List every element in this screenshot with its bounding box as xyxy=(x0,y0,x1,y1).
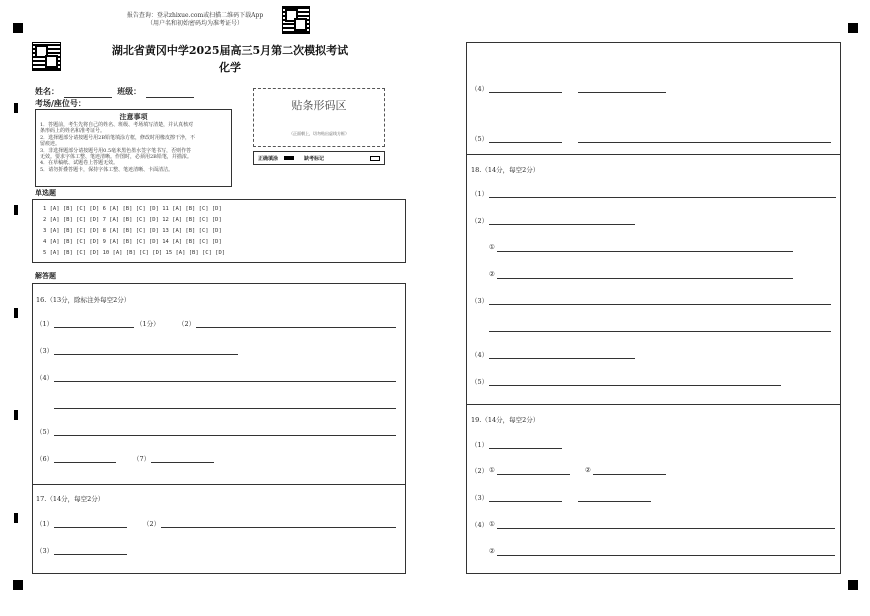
barcode-note: （正面朝上，切勿贴出虚线方框） xyxy=(289,131,349,136)
notice-item: 无效。要求字体工整、笔迹清晰。作图时，必须用2B铅笔，并描浓。 xyxy=(40,154,192,161)
q19-part2-sub1-answer[interactable] xyxy=(497,474,570,475)
exam-subject: 化学 xyxy=(219,61,241,74)
q18-part2-label: （2） xyxy=(471,217,489,225)
q16-part7-label: （7） xyxy=(133,455,151,463)
question-divider xyxy=(466,404,841,405)
q16-part1-note: （1分） xyxy=(136,320,160,328)
class-field[interactable] xyxy=(146,89,194,98)
q17-part4-answer-a[interactable] xyxy=(489,92,562,93)
q19-part3-answer-b[interactable] xyxy=(578,501,651,502)
multiple-choice-grid xyxy=(32,199,406,263)
barcode-area xyxy=(253,88,385,147)
q16-part3-answer[interactable] xyxy=(54,354,238,355)
q16-part6-label: （6） xyxy=(36,455,54,463)
q19-part4-sub1-answer[interactable] xyxy=(497,528,835,529)
q16-part4-label: （4） xyxy=(36,374,54,382)
notice-item: 5．请勿折叠答题卡，保持字体工整、笔迹清晰、卡面清洁。 xyxy=(40,166,174,173)
q19-part1-answer[interactable] xyxy=(489,448,562,449)
q17-part3-answer[interactable] xyxy=(54,554,127,555)
notice-item: 4．在草稿纸、试题卷上答题无效。 xyxy=(40,160,119,167)
student-info xyxy=(35,79,250,108)
choice-row[interactable]: 4 [A] [B] [C] [D] 9 [A] [B] [C] [D] 14 [A] [B] [C] [D] xyxy=(43,239,222,245)
q17-part5-answer-a[interactable] xyxy=(489,142,562,143)
notice-box xyxy=(35,109,232,187)
class-label: 班级： xyxy=(117,86,142,96)
notice-item: 留痕迹。 xyxy=(40,141,61,148)
notice-item: 2．选择题部分请按题号用2B铅笔填涂方框，修改时用橡皮擦干净，不 xyxy=(40,134,196,141)
exam-qr-code xyxy=(32,42,61,71)
choice-row[interactable]: 1 [A] [B] [C] [D] 6 [A] [B] [C] [D] 11 [A] [B] [C] [D] xyxy=(43,206,222,212)
q17-part5-answer-b[interactable] xyxy=(578,142,831,143)
notice-item: 3．非选择题部分请按题号用0.5毫米黑色墨水签字笔书写，否则作答 xyxy=(40,147,192,154)
question-divider xyxy=(32,484,406,485)
choice-row[interactable]: 5 [A] [B] [C] [D] 10 [A] [B] [C] [D] 15 [A] [B] [C] [D] xyxy=(43,250,226,256)
timing-mark xyxy=(14,410,18,420)
report-query-line: 报告查询：登录zhixue.com或扫描二维码下载App xyxy=(126,12,264,19)
q17-part2-answer[interactable] xyxy=(161,527,396,528)
q19-heading: 19.（14分，每空2分） xyxy=(471,416,540,424)
room-seat-label: 考场/座位号： xyxy=(35,98,86,108)
registration-mark-bottom-right xyxy=(848,580,858,590)
q19-part4-label: （4） xyxy=(471,521,489,529)
absent-mark-label: 缺考标记 xyxy=(304,155,325,162)
q19-part2-label: （2） xyxy=(471,467,489,475)
q18-part2-sub1-label: ① xyxy=(489,243,495,251)
q18-heading: 18.（14分，每空2分） xyxy=(471,166,540,174)
q17-heading: 17.（14分，每空2分） xyxy=(36,495,105,503)
q19-part4-sub2-answer[interactable] xyxy=(497,555,835,556)
credential-note-line: （用户名和初始密码均为准考证号） xyxy=(146,20,243,27)
absent-checkbox[interactable] xyxy=(370,156,380,161)
q18-part2-answer[interactable] xyxy=(489,224,635,225)
timing-mark xyxy=(14,103,18,113)
q18-part4-answer[interactable] xyxy=(489,358,635,359)
answer-panel-right xyxy=(466,42,841,574)
q18-part4-label: （4） xyxy=(471,351,489,359)
registration-mark-top-left xyxy=(13,23,23,33)
q16-part5-label: （5） xyxy=(36,428,54,436)
notice-title: 注意事项 xyxy=(119,112,148,121)
correct-fill-label: 正确填涂 xyxy=(258,155,279,162)
q16-part2-label: （2） xyxy=(178,320,196,328)
name-label: 姓名： xyxy=(35,86,59,96)
q16-part4-answer[interactable] xyxy=(54,381,396,382)
question-divider xyxy=(466,154,841,155)
q16-part1-answer[interactable] xyxy=(54,327,134,328)
filled-sample-icon xyxy=(284,156,294,160)
timing-mark xyxy=(14,513,18,523)
q19-part4-sub2-label: ② xyxy=(489,547,495,555)
barcode-title: 贴条形码区 xyxy=(291,99,347,112)
timing-mark xyxy=(14,205,18,215)
q17-part1-answer[interactable] xyxy=(54,527,127,528)
q19-part2-sub2-answer[interactable] xyxy=(593,474,666,475)
q18-part3-label: （3） xyxy=(471,297,489,305)
registration-mark-bottom-left xyxy=(13,580,23,590)
q19-part1-label: （1） xyxy=(471,441,489,449)
q18-part3-answer[interactable] xyxy=(489,304,831,305)
registration-mark-top-right xyxy=(848,23,858,33)
q18-part5-label: （5） xyxy=(471,378,489,386)
exam-title xyxy=(80,42,380,75)
q17-part3-label: （3） xyxy=(36,547,54,555)
q17-part5-label: （5） xyxy=(471,135,489,143)
q17-part1-label: （1） xyxy=(36,520,54,528)
single-choice-heading: 单选题 xyxy=(35,188,56,197)
q16-part5-answer[interactable] xyxy=(54,435,396,436)
q19-part3-answer-a[interactable] xyxy=(489,501,562,502)
notice-item: 条形码上的姓名和准考证号。 xyxy=(40,128,106,135)
q19-part2-sub1-label: ① xyxy=(489,466,495,474)
q19-part4-sub1-label: ① xyxy=(489,520,495,528)
q16-part3-label: （3） xyxy=(36,347,54,355)
choice-row[interactable]: 2 [A] [B] [C] [D] 7 [A] [B] [C] [D] 12 [A] [B] [C] [D] xyxy=(43,217,222,223)
q18-part1-label: （1） xyxy=(471,190,489,198)
q18-part2-sub2-answer[interactable] xyxy=(497,278,793,279)
answer-heading: 解答题 xyxy=(35,271,56,280)
q16-part2-answer[interactable] xyxy=(196,327,396,328)
q18-part2-sub2-label: ② xyxy=(489,270,495,278)
q16-part1-label: （1） xyxy=(36,320,54,328)
q18-part3-answer-extra[interactable] xyxy=(489,331,831,332)
q16-part7-answer[interactable] xyxy=(151,462,214,463)
q19-part2-sub2-label: ② xyxy=(585,466,591,474)
q17-part2-label: （2） xyxy=(143,520,161,528)
app-qr-code xyxy=(282,6,310,34)
q16-part6-answer[interactable] xyxy=(54,462,116,463)
timing-mark xyxy=(14,308,18,318)
report-query-note xyxy=(110,12,280,28)
q18-part1-answer[interactable] xyxy=(489,197,836,198)
q18-part2-sub1-answer[interactable] xyxy=(497,251,793,252)
fill-legend xyxy=(253,151,385,165)
notice-item: 1．答题前，考生先将自己的姓名、班级、考场填写清楚，并认真核对 xyxy=(40,122,194,128)
q19-part3-label: （3） xyxy=(471,494,489,502)
q16-part4-answer-extra[interactable] xyxy=(54,408,396,409)
q18-part5-answer[interactable] xyxy=(489,385,781,386)
exam-title-line: 湖北省黄冈中学2025届高三5月第二次模拟考试 xyxy=(111,44,349,57)
q16-heading: 16.（13分，除标注外每空2分） xyxy=(36,296,131,304)
choice-row[interactable]: 3 [A] [B] [C] [D] 8 [A] [B] [C] [D] 13 [A] [B] [C] [D] xyxy=(43,228,222,234)
q17-part4-answer-b[interactable] xyxy=(578,92,666,93)
q17-part4-label: （4） xyxy=(471,85,489,93)
